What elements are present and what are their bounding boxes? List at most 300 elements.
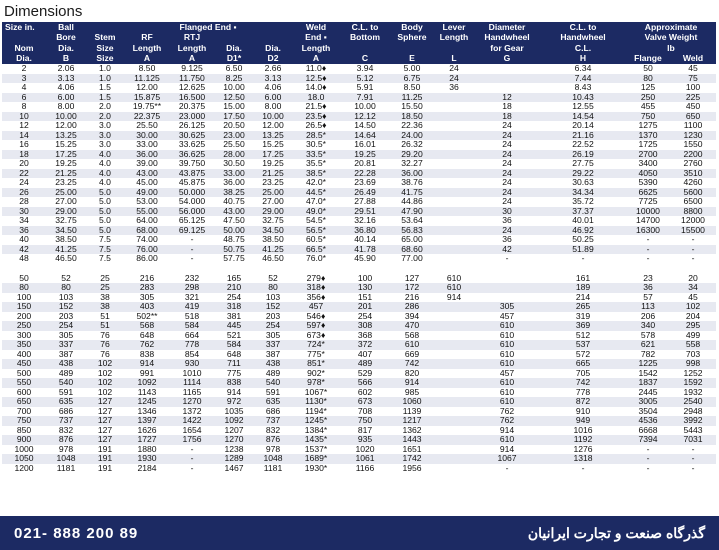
table-cell: 350 <box>2 340 46 350</box>
table-cell: 29.22 <box>540 169 626 179</box>
table-cell: 44.86 <box>390 197 434 207</box>
table-row <box>2 302 716 312</box>
table-row <box>2 102 716 112</box>
table-cell: 204 <box>670 312 716 322</box>
table-row <box>2 321 716 331</box>
table-cell: 12 <box>2 121 46 131</box>
table-cell: 708 <box>340 407 390 417</box>
table-cell: 12.55 <box>540 102 626 112</box>
table-cell: 20.375 <box>170 102 214 112</box>
table-cell: 11.125 <box>124 74 170 84</box>
table-cell: 26.5♦ <box>292 121 340 131</box>
table-cell: 1181 <box>254 464 292 474</box>
table-cell: 4.0 <box>86 169 124 179</box>
table-cell: 5.0 <box>86 207 124 217</box>
table-cell: 127 <box>86 397 124 407</box>
table-cell: 42.0* <box>292 178 340 188</box>
table-cell: 47.50 <box>214 216 254 226</box>
table-cell: 45 <box>670 293 716 303</box>
table-cell: 902* <box>292 369 340 379</box>
table-cell: 1930* <box>292 464 340 474</box>
table-cell: 550 <box>2 378 46 388</box>
table-cell: 24 <box>474 150 540 160</box>
table-cell: 610 <box>434 274 474 284</box>
table-cell: 41.25 <box>46 245 86 255</box>
size-mm-label: Size mm <box>2 264 670 274</box>
table-cell: 742 <box>540 378 626 388</box>
table-cell: 700 <box>2 407 46 417</box>
table-cell: 250 <box>2 321 46 331</box>
table-cell: 6.00 <box>46 93 86 103</box>
table-cell: 23.25 <box>46 178 86 188</box>
table-cell <box>434 207 474 217</box>
table-cell: 15.25 <box>254 140 292 150</box>
table-cell: 152 <box>46 302 86 312</box>
table-cell: 782 <box>626 350 670 360</box>
table-cell: 2 <box>2 64 46 74</box>
table-cell: 381 <box>214 312 254 322</box>
table-cell: 29.20 <box>390 150 434 160</box>
table-cell: - <box>670 235 716 245</box>
table-cell: 1651 <box>390 445 434 455</box>
table-cell: 50.25 <box>540 235 626 245</box>
table-cell: 54.5* <box>292 216 340 226</box>
table-cell: 42 <box>2 245 46 255</box>
table-cell: - <box>170 464 214 474</box>
table-cell: - <box>540 464 626 474</box>
table-cell: 46.92 <box>540 226 626 236</box>
table-cell: 10.00 <box>46 112 86 122</box>
table-cell: 12.12 <box>340 112 390 122</box>
table-cell: 470 <box>390 321 434 331</box>
table-cell: 568 <box>124 321 170 331</box>
table-cell: 1372 <box>170 407 214 417</box>
table-cell: 77.00 <box>390 254 434 264</box>
table-cell: 100 <box>670 83 716 93</box>
table-cell: 36.00 <box>390 169 434 179</box>
table-cell: 18 <box>474 112 540 122</box>
table-cell: 1194* <box>292 407 340 417</box>
table-cell <box>434 93 474 103</box>
table-cell: 930 <box>170 359 214 369</box>
table-cell: 24 <box>474 169 540 179</box>
table-cell: 55.00 <box>124 207 170 217</box>
table-cell: 1956 <box>390 464 434 474</box>
table-cell: 60.5* <box>292 235 340 245</box>
table-cell: 305 <box>474 302 540 312</box>
table-cell: 40.01 <box>540 216 626 226</box>
table-cell: 600 <box>2 388 46 398</box>
table-cell: 19.25 <box>46 159 86 169</box>
table-cell <box>434 369 474 379</box>
table-cell <box>434 321 474 331</box>
table-cell: 56.000 <box>170 207 214 217</box>
table-cell <box>434 112 474 122</box>
table-cell: 48 <box>2 254 46 264</box>
table-cell: 318♦ <box>292 283 340 293</box>
table-cell: 597♦ <box>292 321 340 331</box>
table-cell: 568 <box>390 331 434 341</box>
table-cell <box>434 245 474 255</box>
table-cell: 35.72 <box>540 197 626 207</box>
footer-bar <box>0 516 719 550</box>
table-cell: 838 <box>214 378 254 388</box>
table-cell: 3 <box>2 74 46 84</box>
table-cell: 30.5* <box>292 140 340 150</box>
table-cell: 305 <box>124 293 170 303</box>
table-cell: 872 <box>540 397 626 407</box>
table-cell: 23 <box>626 274 670 284</box>
table-cell: 5.0 <box>86 226 124 236</box>
table-cell: 1245* <box>292 416 340 426</box>
table-cell: 1542 <box>626 369 670 379</box>
table-cell: 998 <box>670 359 716 369</box>
table-cell: 25.50 <box>214 140 254 150</box>
table-row <box>2 245 716 255</box>
table-cell: 24 <box>474 178 540 188</box>
table-cell <box>434 131 474 141</box>
header-size-in: Size in. <box>2 22 46 33</box>
table-cell: 3510 <box>670 169 716 179</box>
table-cell: 24 <box>474 197 540 207</box>
table-cell: 216 <box>390 293 434 303</box>
table-cell <box>474 293 540 303</box>
table-cell: 127 <box>86 426 124 436</box>
table-cell: 914 <box>434 293 474 303</box>
table-cell: - <box>626 245 670 255</box>
table-cell: 1837 <box>626 378 670 388</box>
table-cell: 5.00 <box>390 64 434 74</box>
table-cell: 537 <box>540 340 626 350</box>
table-row <box>2 378 716 388</box>
table-cell: 25.00 <box>254 188 292 198</box>
table-cell: 914 <box>474 445 540 455</box>
table-cell: 664 <box>170 331 214 341</box>
table-cell: 775* <box>292 350 340 360</box>
header-flanged-end: Flanged End ▪ <box>124 22 292 33</box>
table-cell: 1114 <box>170 378 214 388</box>
table-cell: 8 <box>2 102 46 112</box>
table-cell: 319 <box>540 312 626 322</box>
table-cell: 295 <box>670 321 716 331</box>
table-cell: 206 <box>626 312 670 322</box>
table-cell <box>434 416 474 426</box>
table-cell: 216 <box>124 274 170 284</box>
table-cell: 1217 <box>390 416 434 426</box>
table-cell: 489 <box>254 369 292 379</box>
table-cell: 45.875 <box>170 178 214 188</box>
table-cell: 22.375 <box>124 112 170 122</box>
table-cell: 52 <box>254 274 292 284</box>
table-cell: 102 <box>670 302 716 312</box>
table-cell: 762 <box>124 340 170 350</box>
table-cell: - <box>626 464 670 474</box>
table-row <box>2 216 716 226</box>
table-cell <box>434 102 474 112</box>
table-cell: 419 <box>170 302 214 312</box>
table-cell: 151 <box>340 293 390 303</box>
table-cell: 1207 <box>214 426 254 436</box>
table-header: Size in. Ball Flanged End ▪ Weld C.L. to Body Lever Diameter C.L. to Approximate Bore Stem RF RTJ End ▪ Bottom Sphere Length Handwheel Handwheel Valve Weight Nom Dia. Size Length Length Dia. Dia. Length for Gear C.L. lb Dia. B Size A A D1* D2 A C E L G H Flange Weld <box>2 22 716 64</box>
table-cell: 6500 <box>670 197 716 207</box>
table-cell: 610 <box>474 435 540 445</box>
table-cell <box>474 283 540 293</box>
table-cell: 26.32 <box>390 140 434 150</box>
table-cell: 38.76 <box>390 178 434 188</box>
table-cell: 152 <box>254 302 292 312</box>
table-row <box>2 197 716 207</box>
table-cell: 3992 <box>670 416 716 426</box>
table-row <box>2 407 716 417</box>
table-cell: 127 <box>390 274 434 284</box>
table-cell: 1930 <box>124 454 170 464</box>
mm-rows <box>2 274 716 474</box>
table-cell <box>434 235 474 245</box>
table-cell: 2445 <box>626 388 670 398</box>
table-row <box>2 254 716 264</box>
table-cell: 38.5* <box>292 169 340 179</box>
table-cell: 2200 <box>670 150 716 160</box>
table-cell <box>434 216 474 226</box>
table-cell: 4050 <box>626 169 670 179</box>
table-cell: 80 <box>2 283 46 293</box>
table-cell: 24 <box>474 121 540 131</box>
table-cell: 1370 <box>626 131 670 141</box>
table-cell: 17.50 <box>214 112 254 122</box>
table-cell: 3.0 <box>86 140 124 150</box>
table-cell: 3.13 <box>254 74 292 84</box>
table-cell: 10 <box>2 112 46 122</box>
table-cell: 450 <box>2 359 46 369</box>
table-cell <box>474 74 540 84</box>
table-cell: 2948 <box>670 407 716 417</box>
table-cell: 914 <box>474 426 540 436</box>
table-cell <box>434 140 474 150</box>
table-cell: 8.00 <box>46 102 86 112</box>
table-cell: 191 <box>86 454 124 464</box>
table-cell: 1626 <box>124 426 170 436</box>
table-cell: 610 <box>390 340 434 350</box>
table-cell: 50.75 <box>214 245 254 255</box>
table-cell: 30.625 <box>170 131 214 141</box>
table-cell: 38 <box>86 293 124 303</box>
table-cell: 30 <box>474 207 540 217</box>
table-cell: 191 <box>86 445 124 455</box>
table-cell: 6625 <box>626 188 670 198</box>
table-cell: 5443 <box>670 426 716 436</box>
table-cell: 27.88 <box>340 197 390 207</box>
table-cell: 14.64 <box>340 131 390 141</box>
table-row <box>2 445 716 455</box>
table-cell: 32.75 <box>254 216 292 226</box>
table-cell <box>434 454 474 464</box>
table-row <box>2 340 716 350</box>
table-cell: 584 <box>170 321 214 331</box>
table-cell: 1756 <box>170 435 214 445</box>
table-cell: 1166 <box>340 464 390 474</box>
table-cell: 32.16 <box>340 216 390 226</box>
table-cell: 102 <box>86 388 124 398</box>
table-cell: 876 <box>254 435 292 445</box>
table-cell: 28 <box>2 197 46 207</box>
table-cell: 910 <box>540 407 626 417</box>
table-cell: 130 <box>340 283 390 293</box>
table-cell: 26.125 <box>170 121 214 131</box>
table-cell: 1435* <box>292 435 340 445</box>
table-cell: 13.25 <box>46 131 86 141</box>
table-cell: 279♦ <box>292 274 340 284</box>
table-cell: 44.5* <box>292 188 340 198</box>
table-cell: 15500 <box>670 226 716 236</box>
table-cell: 23.00 <box>214 131 254 141</box>
table-cell: 49.00 <box>124 188 170 198</box>
table-cell: 854 <box>170 350 214 360</box>
table-cell: 34.50 <box>254 226 292 236</box>
table-cell: 1270 <box>170 397 214 407</box>
table-cell: 457 <box>474 312 540 322</box>
table-cell: 29.00 <box>254 207 292 217</box>
page-title: Dimensions <box>4 3 83 20</box>
table-cell: 102 <box>86 369 124 379</box>
table-row <box>2 226 716 236</box>
table-cell: 24 <box>474 188 540 198</box>
table-cell: 23.000 <box>170 112 214 122</box>
table-row <box>2 150 716 160</box>
table-cell <box>434 159 474 169</box>
table-cell <box>434 178 474 188</box>
table-cell: 3.0 <box>86 121 124 131</box>
table-cell: 75 <box>670 74 716 84</box>
table-cell: 103 <box>46 293 86 303</box>
table-cell: - <box>626 454 670 464</box>
table-cell: 86.00 <box>124 254 170 264</box>
table-cell: - <box>670 245 716 255</box>
table-cell: 340 <box>626 321 670 331</box>
table-cell: 39.750 <box>170 159 214 169</box>
table-cell: 54.000 <box>170 197 214 207</box>
table-cell: 36 <box>2 226 46 236</box>
table-cell: 775 <box>214 369 254 379</box>
table-cell: 33.00 <box>124 140 170 150</box>
table-cell: 610 <box>434 283 474 293</box>
table-row <box>2 64 716 74</box>
table-cell: 2760 <box>670 159 716 169</box>
table-row <box>2 369 716 379</box>
table-cell: 5390 <box>626 178 670 188</box>
table-cell <box>434 359 474 369</box>
table-cell: 23.25 <box>254 178 292 188</box>
table-cell: 489 <box>340 359 390 369</box>
table-cell: 6.50 <box>214 64 254 74</box>
table-cell: 16.01 <box>340 140 390 150</box>
table-cell <box>434 188 474 198</box>
table-cell: 602 <box>340 388 390 398</box>
table-cell: 14.0♦ <box>292 83 340 93</box>
table-cell: 12000 <box>670 216 716 226</box>
table-cell: 978 <box>46 445 86 455</box>
table-cell: 7.5 <box>86 235 124 245</box>
table-cell: 750 <box>2 416 46 426</box>
table-cell: 3.13 <box>46 74 86 84</box>
table-cell: 403 <box>124 302 170 312</box>
table-cell: 56.5* <box>292 226 340 236</box>
table-cell: 394 <box>390 312 434 322</box>
table-cell: 4 <box>2 83 46 93</box>
table-cell: - <box>626 254 670 264</box>
table-cell: 13.25 <box>254 131 292 141</box>
table-cell: 45 <box>670 64 716 74</box>
table-cell: 8.25 <box>214 74 254 84</box>
table-cell: 26.19 <box>540 150 626 160</box>
table-cell: 584 <box>214 340 254 350</box>
table-cell: 1270 <box>214 435 254 445</box>
table-cell: 10.00 <box>254 112 292 122</box>
table-cell: 703 <box>670 350 716 360</box>
table-row <box>2 293 716 303</box>
table-cell: 34.34 <box>540 188 626 198</box>
table-row <box>2 426 716 436</box>
table-cell: 1181 <box>46 464 86 474</box>
table-cell: - <box>670 464 716 474</box>
table-cell: - <box>540 254 626 264</box>
table-row <box>2 188 716 198</box>
table-cell: 1289 <box>214 454 254 464</box>
table-cell: 12 <box>474 93 540 103</box>
table-cell: 8.50 <box>124 64 170 74</box>
table-cell: 591 <box>254 388 292 398</box>
table-cell: 2.0 <box>86 102 124 112</box>
unit-divider <box>2 264 716 274</box>
table-cell: 34 <box>2 216 46 226</box>
table-cell: 1397 <box>124 416 170 426</box>
table-cell: 113 <box>626 302 670 312</box>
table-cell: 457 <box>292 302 340 312</box>
table-cell <box>434 464 474 474</box>
table-cell: 5.91 <box>340 83 390 93</box>
table-cell: 1318 <box>540 454 626 464</box>
table-cell: 150 <box>2 302 46 312</box>
table-cell: 387 <box>254 350 292 360</box>
table-cell: 900 <box>2 435 46 445</box>
table-cell: 16 <box>2 140 46 150</box>
table-cell: 737 <box>46 416 86 426</box>
table-cell: 521 <box>214 331 254 341</box>
table-cell <box>434 378 474 388</box>
table-cell: 1.0 <box>86 64 124 74</box>
table-cell: 57 <box>626 293 670 303</box>
table-cell: 40 <box>2 235 46 245</box>
table-cell: 80 <box>46 283 86 293</box>
table-cell: 3.0 <box>86 131 124 141</box>
table-cell: 23.69 <box>340 178 390 188</box>
table-cell: 18.0 <box>292 93 340 103</box>
table-cell: 15.50 <box>390 102 434 112</box>
table-cell: 34.50 <box>46 226 86 236</box>
table-cell: 1742 <box>390 454 434 464</box>
table-cell: 127 <box>86 407 124 417</box>
table-cell: 165 <box>214 274 254 284</box>
table-cell: - <box>170 254 214 264</box>
table-cell: 673 <box>340 397 390 407</box>
table-cell: 214 <box>540 293 626 303</box>
table-cell: 19.25 <box>340 150 390 160</box>
table-cell: 66.5* <box>292 245 340 255</box>
table-cell: 20.14 <box>540 121 626 131</box>
table-cell: 80 <box>254 283 292 293</box>
table-cell: - <box>170 454 214 464</box>
table-cell: 283 <box>124 283 170 293</box>
table-cell: 1275 <box>626 121 670 131</box>
